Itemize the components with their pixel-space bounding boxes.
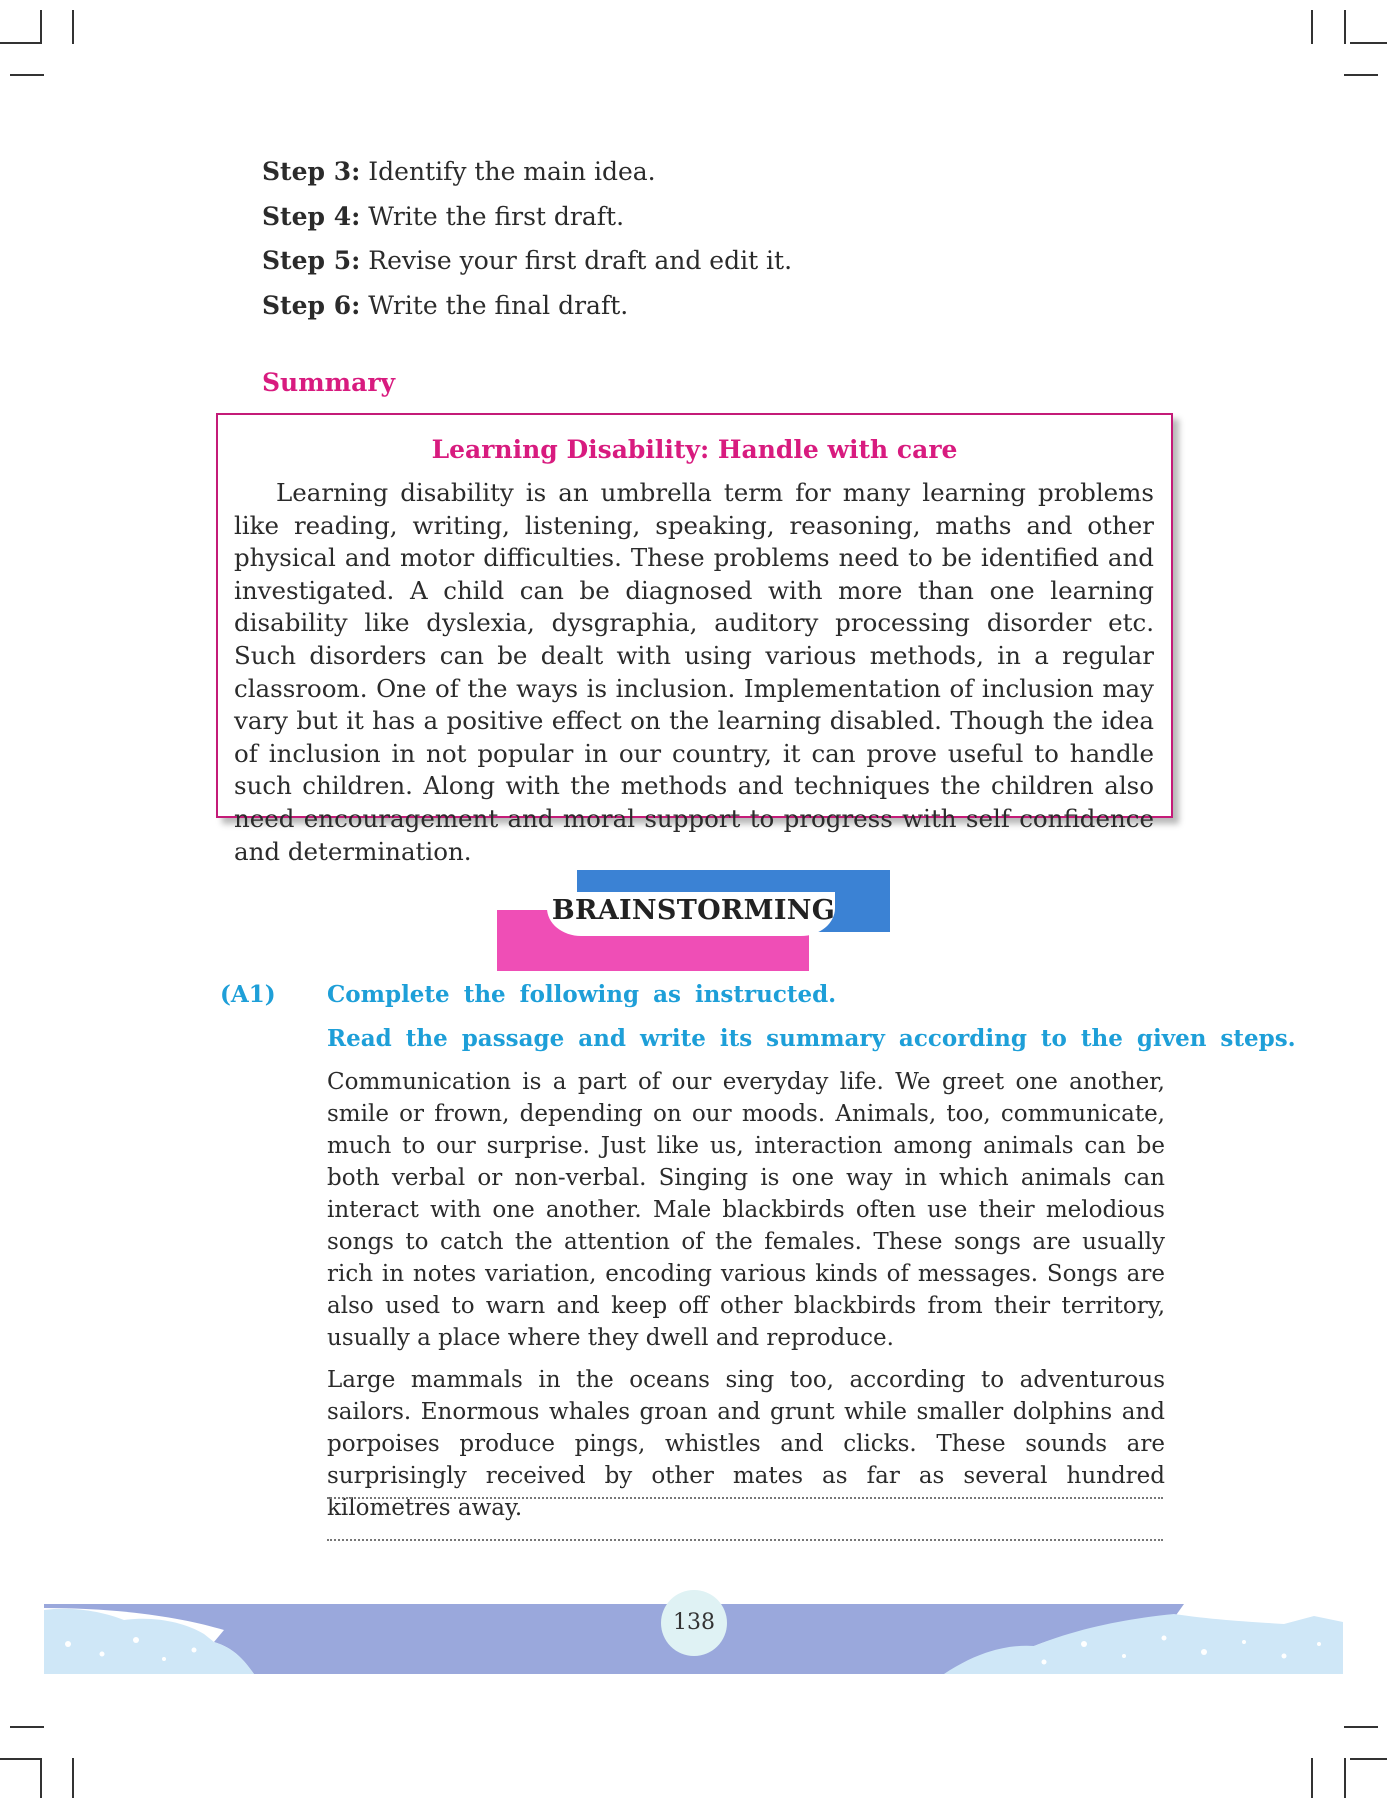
crop-mark — [1344, 10, 1346, 44]
banner-label: BRAINSTORMING — [551, 895, 836, 926]
step-text: Identify the main idea. — [368, 157, 656, 186]
crop-mark — [1350, 1758, 1387, 1760]
summary-box-body: Learning disability is an umbrella term for many learning problems like reading, writing, listening, speaking, reasoning, maths and other physical and motor difficulties. These problems need to be identified and investigated. A child can be diagnosed with more than one learning disability like dyslexia, dysgraphia, auditory processing disorder etc. Such disorders can be dealt with using various methods, in a regular classroom. One of the ways is inclusion. Implementation of inclusion may vary but it has a positive effect on the learning disabled. Though the idea of inclusion in not popular in our country, it can prove useful to handle such children. Along with the methods and techniques the children also need encouragement and moral support to progress with self confidence and determination. — [234, 478, 1154, 866]
crop-mark — [0, 1758, 40, 1760]
crop-mark — [0, 42, 40, 44]
passage-paragraph: Large mammals in the oceans sing too, according to adventurous sailors. Enormous whales groan and grunt while smaller dolphins and porpoises produce pings, whistles and clicks. These sounds are surprisingly received by other mates as far as several hundred kilometres away. — [327, 1367, 1165, 1521]
crop-mark — [1311, 1758, 1313, 1798]
crop-mark — [1350, 42, 1387, 44]
step-item — [262, 284, 792, 329]
summary-box-title: Learning Disability: Handle with care — [431, 435, 958, 464]
step-label: Step 4: — [262, 201, 361, 231]
step-text: Write the first draft. — [368, 201, 625, 231]
step-label: Step 5: — [262, 246, 361, 275]
crop-mark — [1344, 1726, 1378, 1728]
step-text: Revise your first draft and edit it. — [368, 246, 793, 275]
crop-mark — [40, 10, 42, 44]
step-label: Step 3: — [262, 157, 361, 186]
step-item — [262, 150, 792, 195]
step-item — [262, 195, 792, 240]
steps-list — [262, 150, 792, 328]
crop-mark — [72, 10, 74, 44]
answer-line[interactable] — [327, 1539, 1163, 1541]
instruction-1: Complete the following as instructed. — [327, 981, 837, 1008]
step-label: Step 6: — [262, 290, 361, 320]
step-text: Write the final draft. — [368, 290, 629, 320]
crop-mark — [40, 1758, 42, 1798]
passage — [327, 1066, 1165, 1534]
passage-paragraph: Communication is a part of our everyday life. We greet one another, smile or frown, depending on our moods. Animals, too, communicate, much to our surprise. Just like us, interaction among animals can be both verbal or non-verbal. Singing is one way in which animals can interact with one another. Male blackbirds often use their melodious songs to catch the attention of the females. These songs are usually rich in notes variation, encoding various kinds of messages. Songs are also used to warn and keep off other blackbirds from their territory, usually a place where they dwell and reproduce. — [327, 1069, 1165, 1351]
summary-box — [216, 413, 1173, 866]
crop-mark — [10, 74, 44, 76]
crop-mark — [1344, 74, 1378, 76]
page-number: 138 — [661, 1590, 727, 1656]
question-label: (A1) — [220, 981, 276, 1008]
instruction-2: Read the passage and write its summary according to the given steps. — [327, 1025, 1296, 1052]
brainstorming-banner — [497, 870, 890, 971]
step-item — [262, 239, 792, 284]
crop-mark — [72, 1758, 74, 1798]
summary-heading: Summary — [262, 368, 396, 397]
crop-mark — [1311, 10, 1313, 44]
crop-mark — [1344, 1758, 1346, 1798]
answer-line[interactable] — [327, 1497, 1163, 1499]
crop-mark — [10, 1726, 44, 1728]
